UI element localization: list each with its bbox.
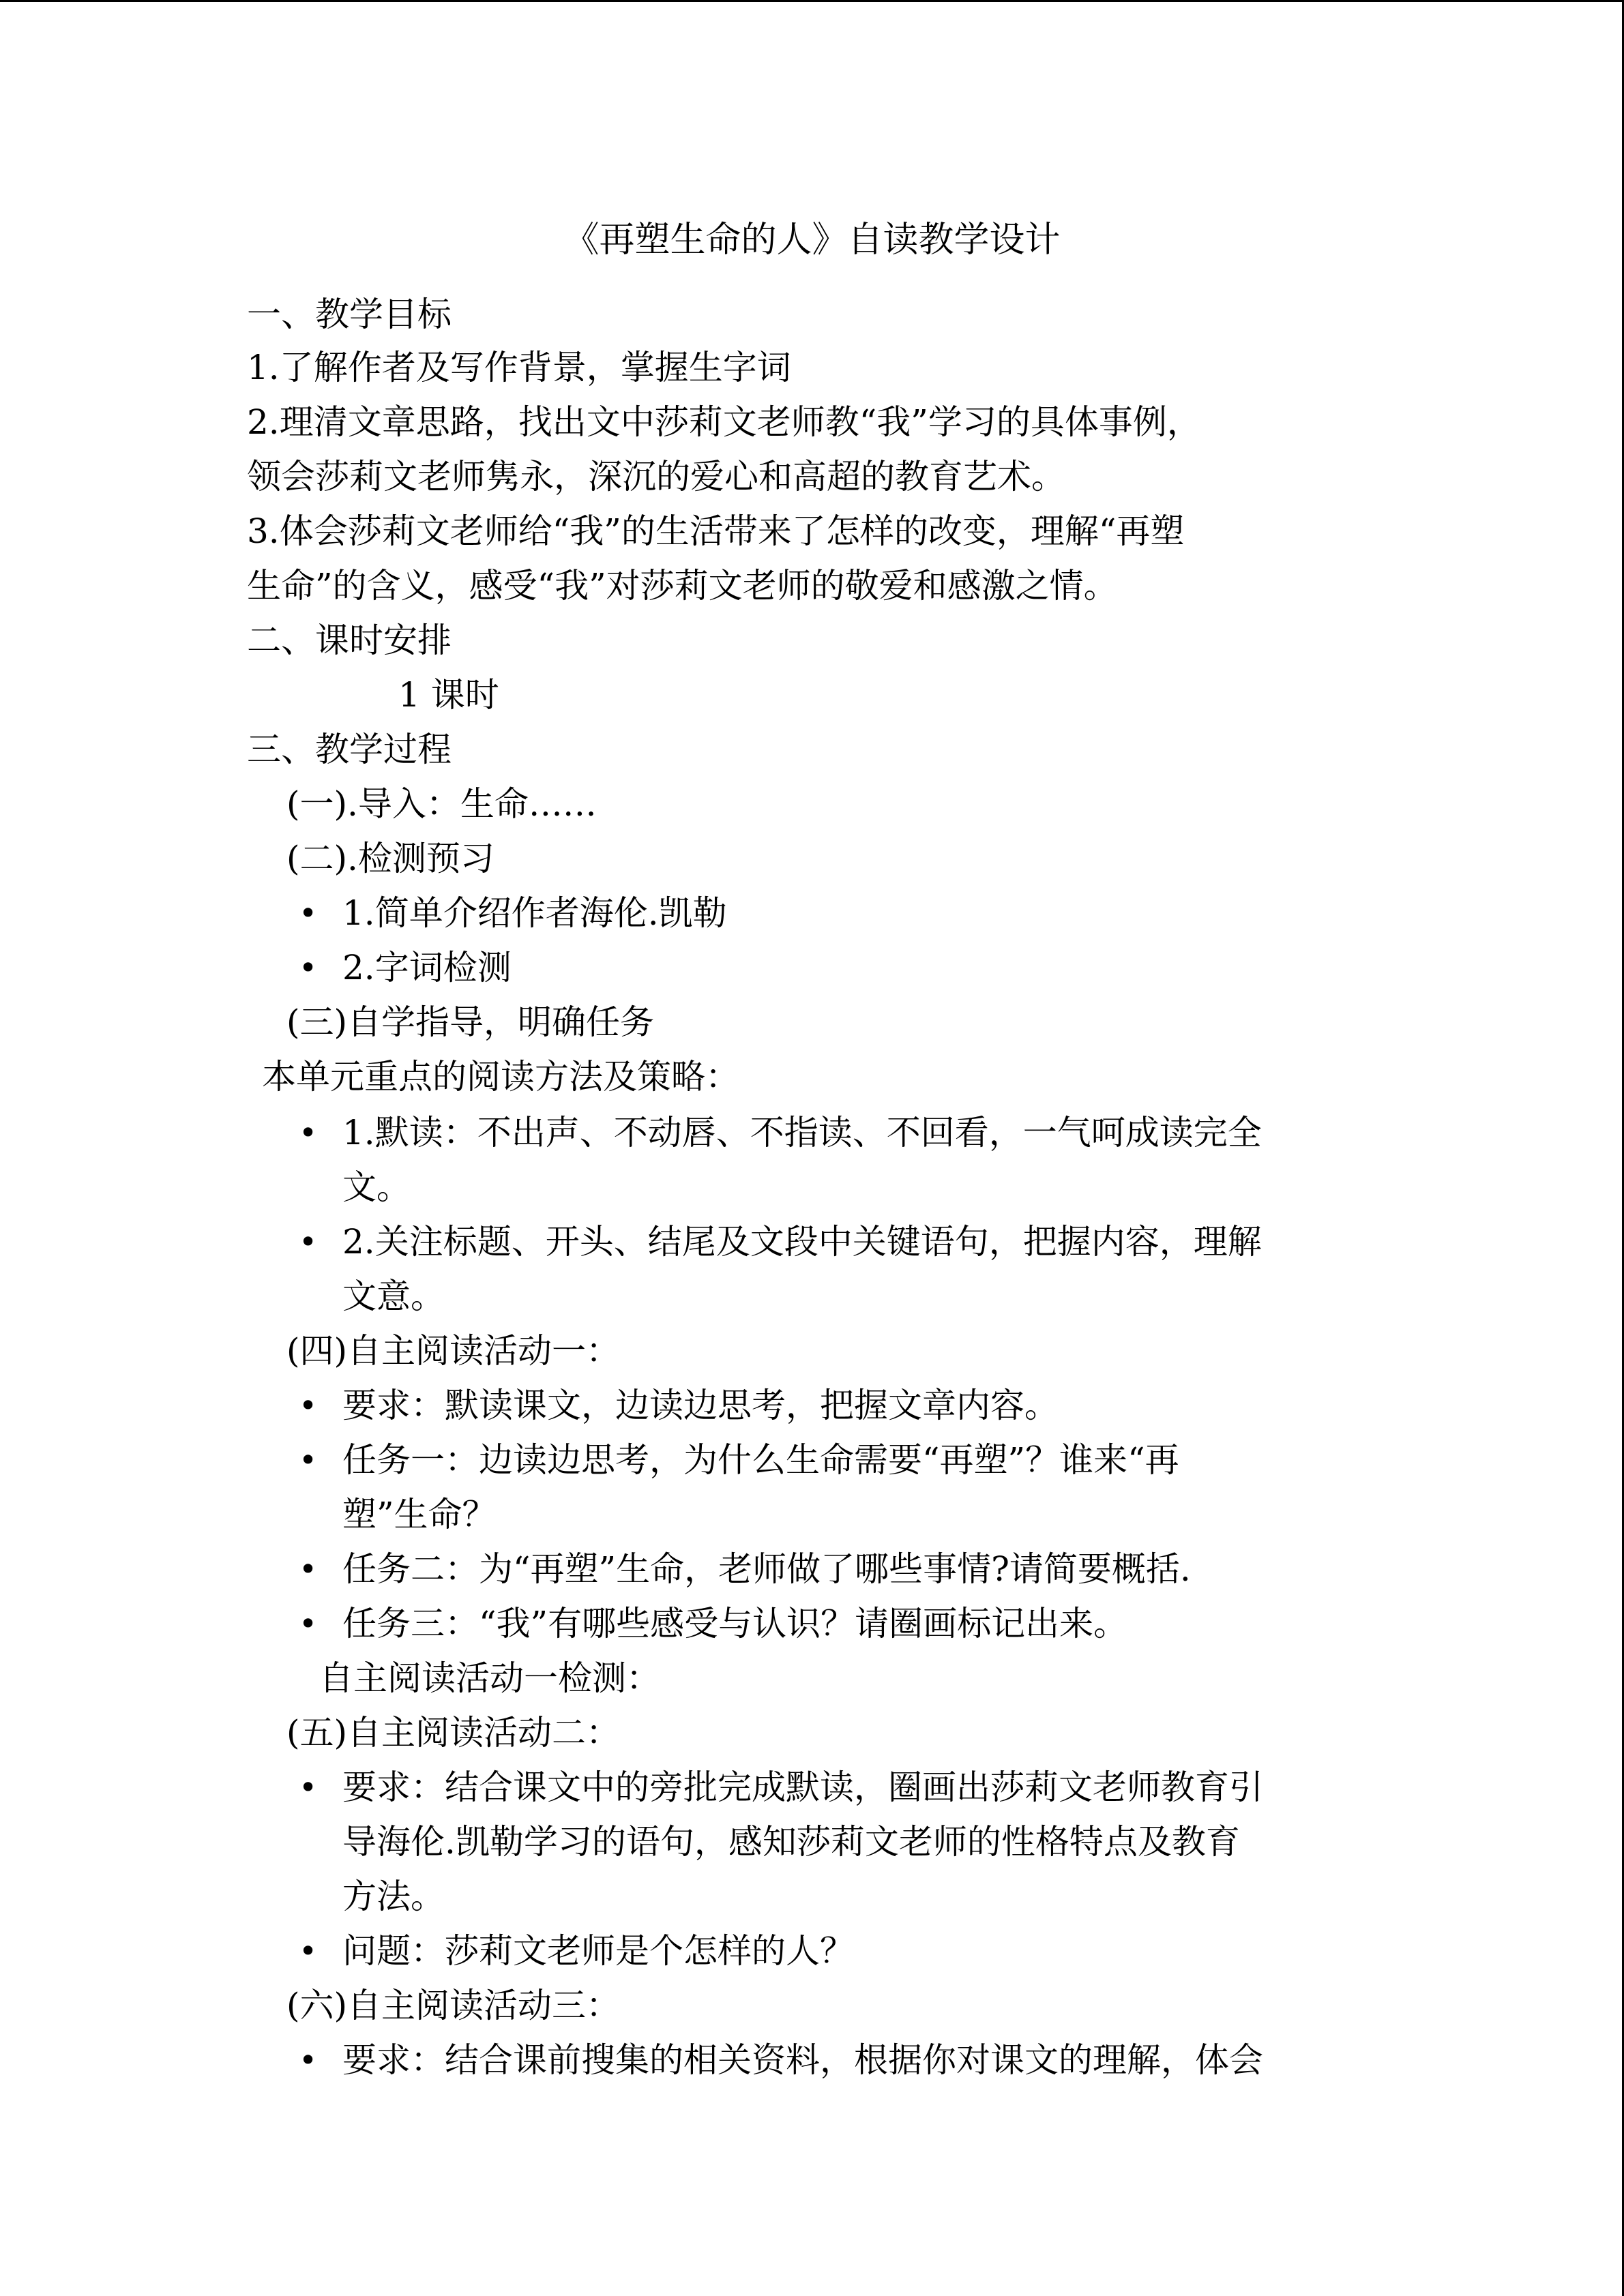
- goal-3-line-2: 生命”的含义，感受“我”对莎莉文老师的敬爱和感激之情。: [247, 566, 1118, 606]
- step-5: (五)自主阅读活动二：: [286, 1713, 621, 1753]
- bullet: •: [299, 1442, 318, 1478]
- bullet: •: [299, 1933, 318, 1969]
- step-2-item-2: 2.字词检测: [342, 948, 512, 987]
- activity-1-task-3: 任务三：“我”有哪些感受与认识？请圈画标记出来。: [342, 1604, 1128, 1643]
- activity-1-task-1-line-2: 塑”生命？: [342, 1495, 497, 1534]
- strategy-2-line-2: 文意。: [342, 1277, 445, 1316]
- step-1: (一).导入：生命……: [286, 784, 597, 824]
- document-title: 《再塑生命的人》自读教学设计: [563, 220, 1061, 260]
- activity-1-task-1-line-1: 任务一：边读边思考，为什么生命需要“再塑”？谁来“再: [342, 1440, 1179, 1480]
- activity-2-requirement-line-2: 导海伦.凯勒学习的语句，感知莎莉文老师的性格特点及教育: [342, 1822, 1240, 1862]
- goal-2-line-1: 2.理清文章思路，找出文中莎莉文老师教“我”学习的具体事例，: [247, 402, 1201, 442]
- activity-2-requirement-line-1: 要求：结合课文中的旁批完成默读，圈画出莎莉文老师教育引: [342, 1768, 1263, 1807]
- section-heading-process: 三、教学过程: [247, 730, 452, 769]
- activity-2-requirement-line-3: 方法。: [342, 1877, 445, 1916]
- goal-3-line-1: 3.体会莎莉文老师给“我”的生活带来了怎样的改变，理解“再塑: [247, 511, 1185, 551]
- section-heading-goals: 一、教学目标: [247, 295, 452, 334]
- strategy-intro: 本单元重点的阅读方法及策略：: [262, 1057, 739, 1097]
- activity-3-requirement-line-1: 要求：结合课前搜集的相关资料，根据你对课文的理解，体会: [342, 2040, 1263, 2080]
- step-2-item-1: 1.简单介绍作者海伦.凯勒: [342, 893, 727, 933]
- activity-1-requirement: 要求：默读课文，边读边思考，把握文章内容。: [342, 1386, 1059, 1425]
- bullet: •: [299, 1769, 318, 1806]
- goal-1: 1.了解作者及写作背景，掌握生字词: [247, 348, 791, 387]
- section-heading-schedule: 二、课时安排: [247, 621, 452, 660]
- activity-1-task-2: 任务二：为“再塑”生命，老师做了哪些事情?请简要概括.: [342, 1549, 1191, 1589]
- bullet: •: [299, 1387, 318, 1424]
- step-2: (二).检测预习: [286, 839, 494, 878]
- bullet: •: [299, 1223, 318, 1260]
- step-6: (六)自主阅读活动三：: [286, 1986, 621, 2025]
- schedule-body: 1 课时: [398, 675, 499, 715]
- step-4: (四)自主阅读活动一：: [286, 1331, 621, 1371]
- activity-2-question: 问题：莎莉文老师是个怎样的人？: [342, 1931, 854, 1971]
- strategy-2-line-1: 2.关注标题、开头、结尾及文段中关键语句，把握内容，理解: [342, 1222, 1262, 1262]
- strategy-1-line-1: 1.默读：不出声、不动唇、不指读、不回看，一气呵成读完全: [342, 1113, 1262, 1152]
- bullet: •: [299, 2042, 318, 2078]
- goal-2-line-2: 领会莎莉文老师隽永，深沉的爱心和高超的教育艺术。: [247, 457, 1065, 496]
- strategy-1-line-2: 文。: [342, 1167, 411, 1207]
- bullet: •: [299, 1551, 318, 1587]
- bullet: •: [299, 895, 318, 931]
- bullet: •: [299, 1114, 318, 1151]
- bullet: •: [299, 949, 318, 986]
- activity-1-check: 自主阅读活动一检测：: [319, 1658, 660, 1698]
- bullet: •: [299, 1605, 318, 1642]
- step-3: (三)自学指导，明确任务: [286, 1002, 655, 1042]
